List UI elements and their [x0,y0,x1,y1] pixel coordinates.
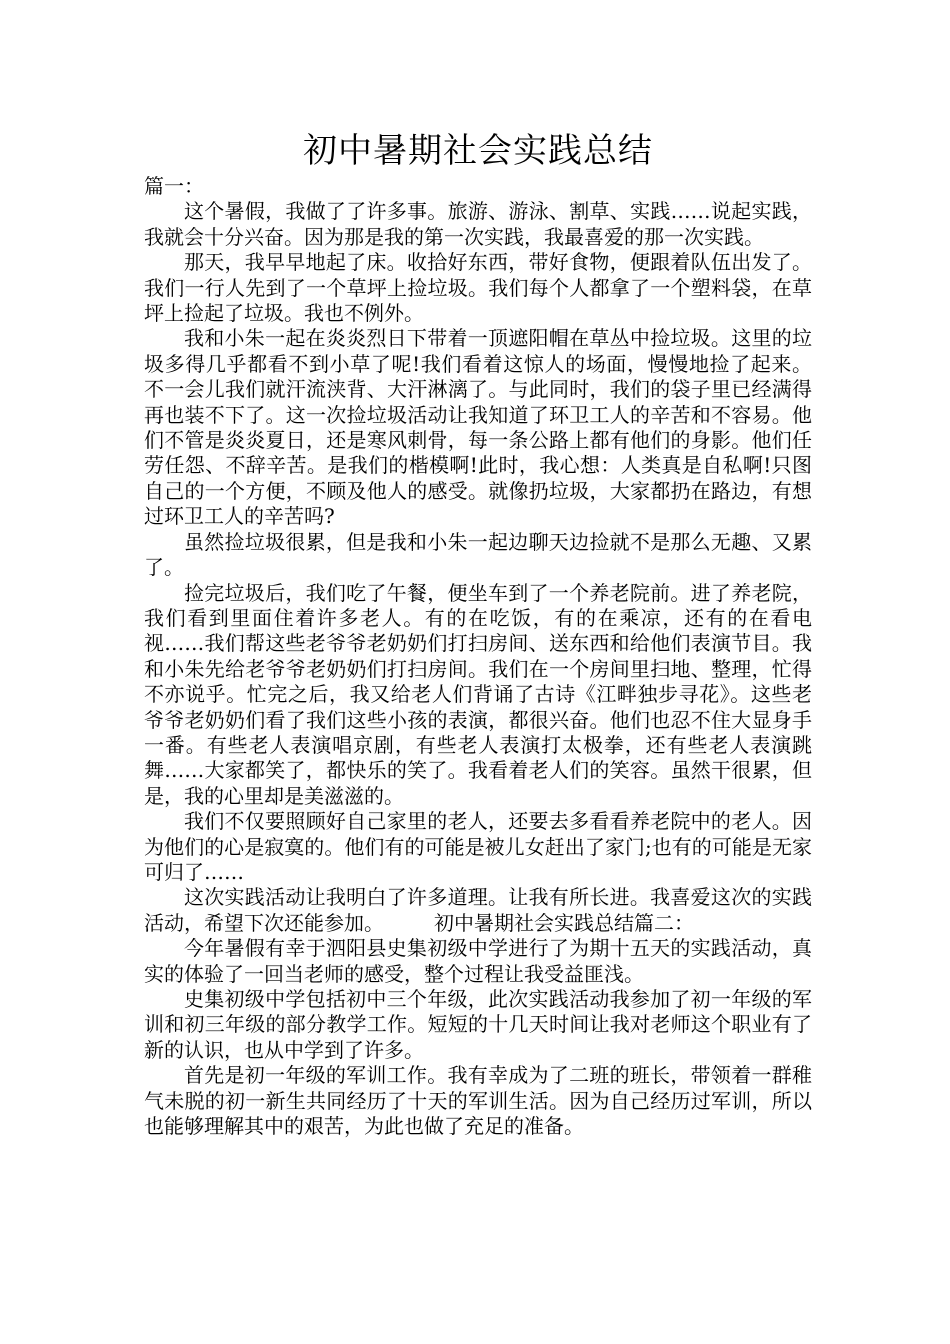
paragraph-7-text: 这次实践活动让我明白了许多道理。让我有所长进。我喜爱这次的实践活动，希望下次还能参加。 [144,885,812,935]
paragraph-2: 那天，我早早地起了床。收拾好东西，带好食物，便跟着队伍出发了。我们一行人先到了一个草坪上捡垃圾。我们每个人都拿了一个塑料袋，在草坪上捡起了垃圾。我也不例外。 [144,250,812,326]
paragraph-9: 史集初级中学包括初中三个年级，此次实践活动我参加了初一年级的军训和初三年级的部分教学工作。短短的十几天时间让我对老师这个职业有了新的认识，也从中学到了许多。 [144,987,812,1062]
paragraph-7 [144,885,812,936]
paragraph-4: 虽然捡垃圾很累，但是我和小朱一起边聊天边捡就不是那么无趣、又累了。 [144,529,812,580]
section-label-1: 篇一： [144,174,204,198]
paragraph-8: 今年暑假有幸于泗阳县史集初级中学进行了为期十五天的实践活动，真实的体验了一回当老师的感受，整个过程让我受益匪浅。 [144,936,812,986]
paragraph-1: 这个暑假，我做了了许多事。旅游、游泳、割草、实践……说起实践，我就会十分兴奋。因为那是我的第一次实践，我最喜爱的那一次实践。 [144,199,812,249]
paragraph-10: 首先是初一年级的军训工作。我有幸成为了二班的班长，带领着一群稚气未脱的初一新生共同经历了十天的军训生活。因为自己经历过军训，所以也能够理解其中的艰苦，为此也做了充足的准备。 [144,1063,812,1139]
section-label-2: 初中暑期社会实践总结篇二： [374,910,694,935]
paragraph-3: 我和小朱一起在炎炎烈日下带着一顶遮阳帽在草丛中捡垃圾。这里的垃圾多得几乎都看不到小草了呢!我们看着这惊人的场面，慢慢地捡了起来。不一会儿我们就汗流浃背、大汗淋漓了。与此同时，我们的袋子里已经满得再也装不下了。这一次捡垃圾活动让我知道了环卫工人的辛苦和不容易。他们不管是炎炎夏日，还是寒风刺骨，每一条公路上都有他们的身影。他们任劳任怨、不辞辛苦。是我们的楷模啊!此时，我心想：人类真是自私啊!只图自己的一个方便，不顾及他人的感受。就像扔垃圾，大家都扔在路边，有想过环卫工人的辛苦吗? [144,326,812,529]
document-title: 初中暑期社会实践总结 [303,131,653,171]
paragraph-5: 捡完垃圾后，我们吃了午餐，便坐车到了一个养老院前。进了养老院，我们看到里面住着许多老人。有的在吃饭，有的在乘凉，还有的在看电视……我们帮这些老爷爷老奶奶们打扫房间、送东西和给他们表演节目。我和小朱先给老爷爷老奶奶们打扫房间。我们在一个房间里扫地、整理，忙得不亦说乎。忙完之后，我又给老人们背诵了古诗《江畔独步寻花》。这些老爷爷老奶奶们看了我们这些小孩的表演，都很兴奋。他们也忍不住大显身手一番。有些老人表演唱京剧，有些老人表演打太极拳，还有些老人表演跳舞……大家都笑了，都快乐的笑了。我看着老人们的笑容。虽然干很累，但是，我的心里却是美滋滋的。 [144,580,812,808]
paragraph-6: 我们不仅要照顾好自己家里的老人，还要去多看看养老院中的老人。因为他们的心是寂寞的。他们有的可能是被儿女赶出了家门;也有的可能是无家可归了…… [144,809,812,884]
document-body [144,128,812,1139]
